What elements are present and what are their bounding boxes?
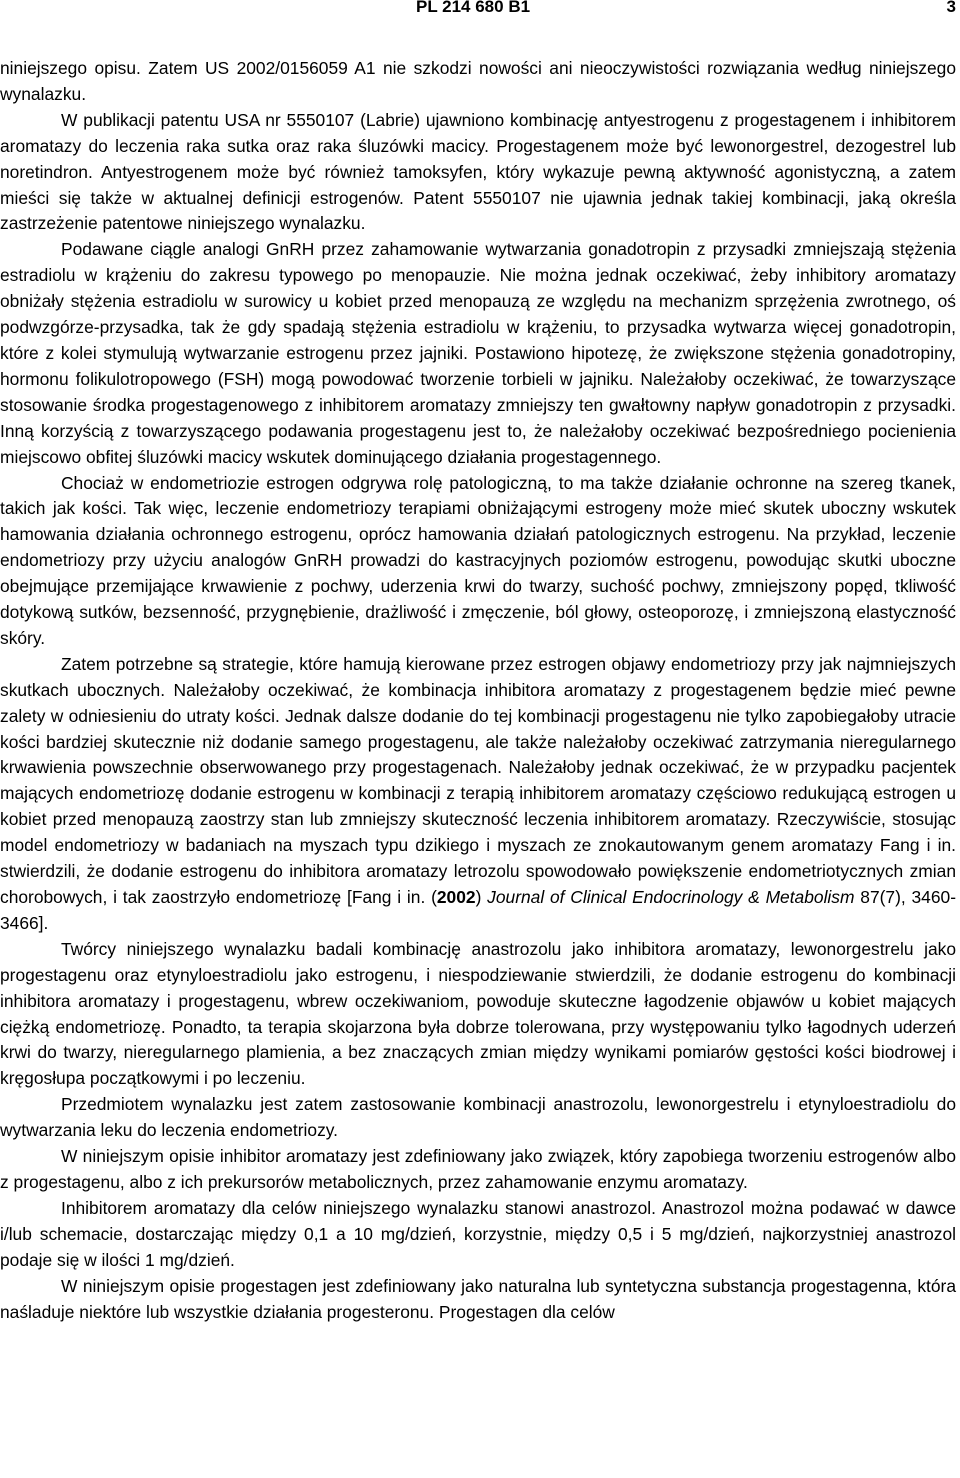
paragraph-inventors-findings: Twórcy niniejszego wynalazku badali kombinację anastrozolu jako inhibitora aromatazy, lewonorgestrelu jako progestagenu oraz etynyloestradiolu jako estrogenu, i niespodziewanie stwierdzili, że dodanie estrogenu do kombinacji inhibitora aromatazy i progestagenu, wbrew oczekiwaniom, powoduje skuteczne łagodzenie objawów u kobiet mających ciężką endometriozę. Ponadto, ta terapia skojarzona była dobrze tolerowana, przy występowaniu tylko łagodnych uderzeń krwi do twarzy, nieregularnego plamienia, a bez znaczących zmian między wynikami pomiarów gęstości kości biodrowej i kręgosłupa początkowymi i po leczeniu. bbox=[0, 938, 956, 1089]
paragraph-estrogen-protective-role: Chociaż w endometriozie estrogen odgrywa rolę patologiczną, to ma także działanie ochronne na szereg tkanek, takich jak kości. Tak więc, leczenie endometriozy terapiami obniżającymi estrogeny może mieć skutek uboczny wskutek hamowania działania ochronnego estrogenu, oprócz hamowania działań patologicznych estrogenu. Na przykład, leczenie endometriozy przy użyciu analogów GnRH prowadzi do kastracyjnych poziomów estrogenu, powodując skutki uboczne obejmujące przemijające krwawienie z pochwy, uderzenia krwi do twarzy, suchość pochwy, zmniejszony popęd, tkliwość dotykową sutków, bezsenność, przygnębienie, drażliwość i zmęczenie, ból głowy, osteoporozę, i zmniejszoną elastyczność skóry. bbox=[0, 472, 956, 648]
paragraph-invention-subject: Przedmiotem wynalazku jest zatem zastosowanie kombinacji anastrozolu, lewonorgestrelu i etynyloestradiolu do wytwarzania leku do leczenia endometriozy. bbox=[0, 1094, 956, 1141]
reference-journal: Journal of Clinical Endocrinology & Metabolism bbox=[487, 887, 855, 907]
paragraph-gnrh-analogs: Podawane ciągle analogi GnRH przez zahamowanie wytwarzania gonadotropin z przysadki zmniejszają stężenia estradiolu w krążeniu do zakresu typowego po menopauzie. Nie można jednak oczekiwać, żeby inhibitory aromatazy obniżały stężenia estradiolu w surowicy u kobiet przed menopauzą ze względu na mechanizm sprzężenia zwrotnego, oś podwzgórze-przysadka, tak że gdy spadają stężenia estradiolu w krążeniu, to przysadka wytwarza więcej gonadotropin, które z kolei stymulują wytwarzanie estrogenu przez jajniki. Postawiono hipotezę, że zwiększone stężenia gonadotropiny, hormonu folikulotropowego (FSH) mogą powodować tworzenie torbieli w jajniku. Należałoby oczekiwać, że towarzyszące stosowanie środka progestagenowego z inhibitorem aromatazy zmniejszy ten gwałtowny napływ gonadotropin z przysadki. Inną korzyścią z towarzyszącego podawania progestagenu jest to, że należałoby oczekiwać bezpośredniego pocienienia miejscowo obfitej śluzówki macicy wskutek dominującego działania progestagennego. bbox=[0, 239, 956, 467]
reference-year: 2002 bbox=[436, 887, 476, 907]
reference-details: 87(7), 3460- 3466]. bbox=[0, 887, 956, 933]
paragraph-labrie-patent: W publikacji patentu USA nr 5550107 (Labrie) ujawniono kombinację antyestrogenu z progestagenem i inhibitorem aromatazy do leczenia raka sutka oraz raka śluzówki macicy. Progestagenem może być lewonorgestrel, dezogestrel lub noretindron. Antyestrogenem może być również tamoksyfen, który wykazuje pewną aktywność agonistyczną, a zatem mieści się także w aktualnej definicji estrogenów. Patent 5550107 nie ujawnia jednak takiej kombinacji, jaką określa zastrzeżenie patentowe niniejszego wynalazku. bbox=[0, 109, 956, 234]
paragraph-progestagen-definition: W niniejszym opisie progestagen jest zdefiniowany jako naturalna lub syntetyczna substancja progestagenna, która naśladuje niektóre lub wszystkie działania progesteronu. Progestagen dla celów bbox=[0, 1275, 956, 1322]
paragraph-continuation: niniejszego opisu. Zatem US 2002/0156059 A1 nie szkodzi nowości ani nieoczywistości rozwiązania według niniejszego wynalazku. bbox=[0, 58, 956, 104]
page-header bbox=[0, 0, 960, 19]
paragraph-aromatase-inhibitor-definition: W niniejszym opisie inhibitor aromatazy jest zdefiniowany jako związek, który zapobiega tworzeniu estrogenów albo z progestagenu, albo z ich prekursorów metabolicznych, przez zahamowanie enzymu aromatazy. bbox=[0, 1146, 956, 1192]
reference-separator: ) bbox=[475, 887, 488, 907]
document-body bbox=[0, 56, 956, 1325]
paragraph-anastrozole-dosage: Inhibitorem aromatazy dla celów niniejszego wynalazku stanowi anastrozol. Anastrozol można podawać w dawce i/lub schemacie, dostarczając między 0,1 a 10 mg/dzień, korzystnie, między 0,5 i 5 mg/dzień, najkorzystniej anastrozol podaje się w ilości 1 mg/dzień. bbox=[0, 1197, 956, 1270]
page-number: 3 bbox=[946, 0, 956, 16]
patent-number: PL 214 680 B1 bbox=[416, 0, 531, 16]
paragraph-strategies-text: Zatem potrzebne są strategie, które hamują kierowane przez estrogen objawy endometriozy przy jak najmniejszych skutkach ubocznych. Należałoby oczekiwać, że kombinacja inhibitora aromatazy z progestagenem będzie mieć pewne zalety w odniesieniu do utraty kości. Jednak dalsze dodanie do tej kombinacji progestagenu nie tylko zapobiegałoby utracie kości bardziej skutecznie niż dodanie samego progestagenu, ale także należałoby oczekiwać zatrzymania nieregularnego krwawienia powszechnie obserwowanego przy progestagenach. Należałoby jednak oczekiwać, że w przypadku pacjentek mających endometriozę dodanie estrogenu w kombinacji z terapią inhibitorem aromatazy częściowo redukującą estrogen u kobiet przed menopauzą zaostrzy stan lub zmniejszy skuteczność leczenia inhibitorem aromatazy. Rzeczywiście, stosując model endometriozy w badaniach na myszach typu dzikiego i myszach ze znokautowanym genem aromatazy Fang i in. stwierdzili, że dodanie estrogenu do inhibitora aromatazy letrozolu spowodowało powiększenie endometriotycznych zmian chorobowych, i tak zaostrzyło endometriozę [Fang i in. ( bbox=[0, 653, 956, 907]
paragraph-strategies bbox=[0, 652, 956, 937]
